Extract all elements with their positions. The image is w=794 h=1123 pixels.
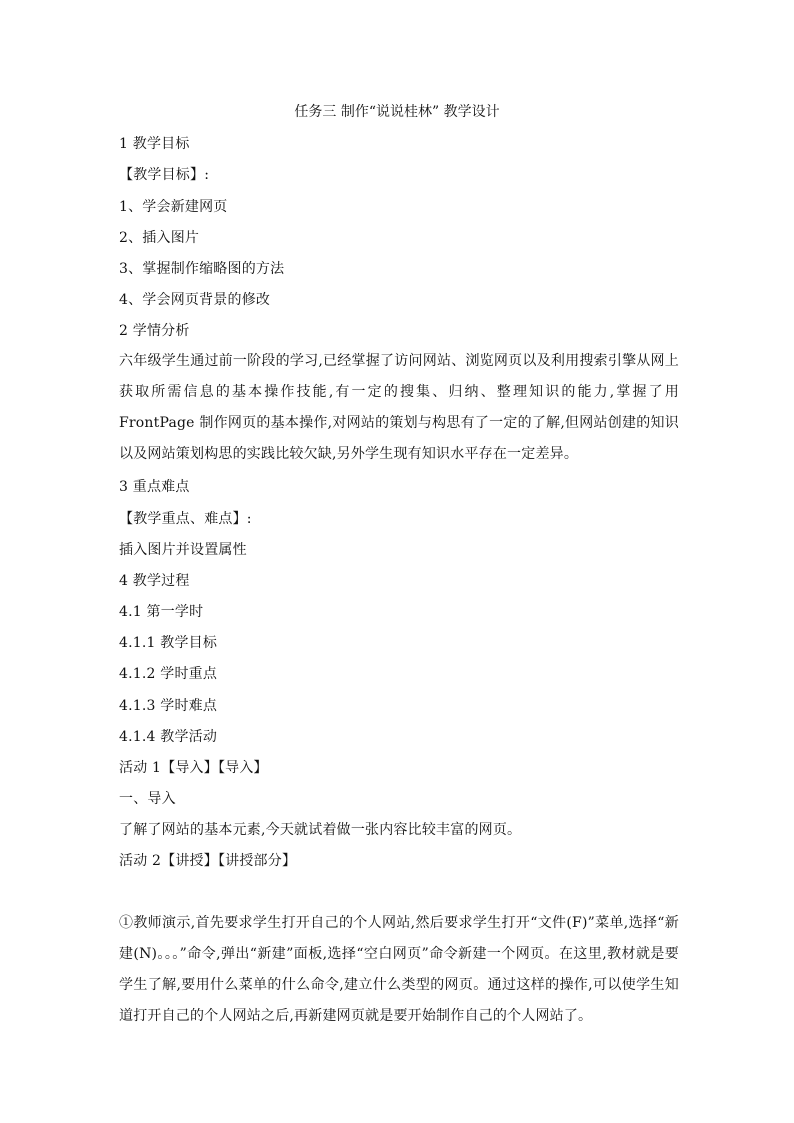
activity-1-heading: 活动 1【导入】【导入】 bbox=[119, 760, 268, 776]
keypoints-text: 插入图片并设置属性 bbox=[119, 542, 247, 558]
activity-2-heading: 活动 2【讲授】【讲授部分】 bbox=[119, 853, 297, 869]
section-heading-goals: 1 教学目标 bbox=[119, 136, 190, 152]
goal-item: 4、学会网页背景的修改 bbox=[119, 292, 271, 308]
goal-item: 3、掌握制作缩略图的方法 bbox=[119, 261, 285, 277]
subsection-4-1-1: 4.1.1 教学目标 bbox=[119, 635, 218, 651]
subsection-4-1: 4.1 第一学时 bbox=[119, 604, 204, 620]
intro-text: 了解了网站的基本元素,今天就试着做一张内容比较丰富的网页。 bbox=[119, 822, 522, 838]
section-heading-analysis: 2 学情分析 bbox=[119, 323, 190, 339]
document-title: 任务三 制作“说说桂林” 教学设计 bbox=[294, 104, 500, 120]
goal-item: 1、学会新建网页 bbox=[119, 199, 228, 215]
subsection-4-1-3: 4.1.3 学时难点 bbox=[119, 698, 218, 714]
subsection-4-1-4: 4.1.4 教学活动 bbox=[119, 729, 218, 745]
analysis-paragraph: 六年级学生通过前一阶段的学习,已经掌握了访问网站、浏览网页以及利用搜索引擎从网上获取所需信息的基本操作技能,有一定的搜集、归纳、整理知识的能力,掌握了用 FrontPage 制作网页的基本操作,对网站的策划与构思有了一定的了解,但网站创建的知识以及网站策划构思的实践比较欠缺,另外学生现有知识水平存在一定差异。 bbox=[119, 353, 679, 462]
goal-item: 2、插入图片 bbox=[119, 230, 200, 246]
keypoints-label: 【教学重点、难点】: bbox=[119, 511, 252, 527]
section-heading-keypoints: 3 重点难点 bbox=[119, 479, 190, 495]
intro-heading: 一、导入 bbox=[119, 791, 176, 807]
teaching-goal-label: 【教学目标】: bbox=[119, 167, 210, 183]
subsection-4-1-2: 4.1.2 学时重点 bbox=[119, 666, 218, 682]
lecture-paragraph: ①教师演示,首先要求学生打开自己的个人网站,然后要求学生打开“文件(F)”菜单,选择“新建(N)。。。”命令,弹出“新建”面板,选择“空白网页”命令新建一个网页。在这里,教材就是要学生了解,要用什么菜单的什么命令,建立什么类型的网页。通过这样的操作,可以使学生知道打开自己的个人网站之后,再新建网页就是要开始制作自己的个人网站了。 bbox=[119, 915, 679, 1024]
section-heading-process: 4 教学过程 bbox=[119, 573, 190, 589]
